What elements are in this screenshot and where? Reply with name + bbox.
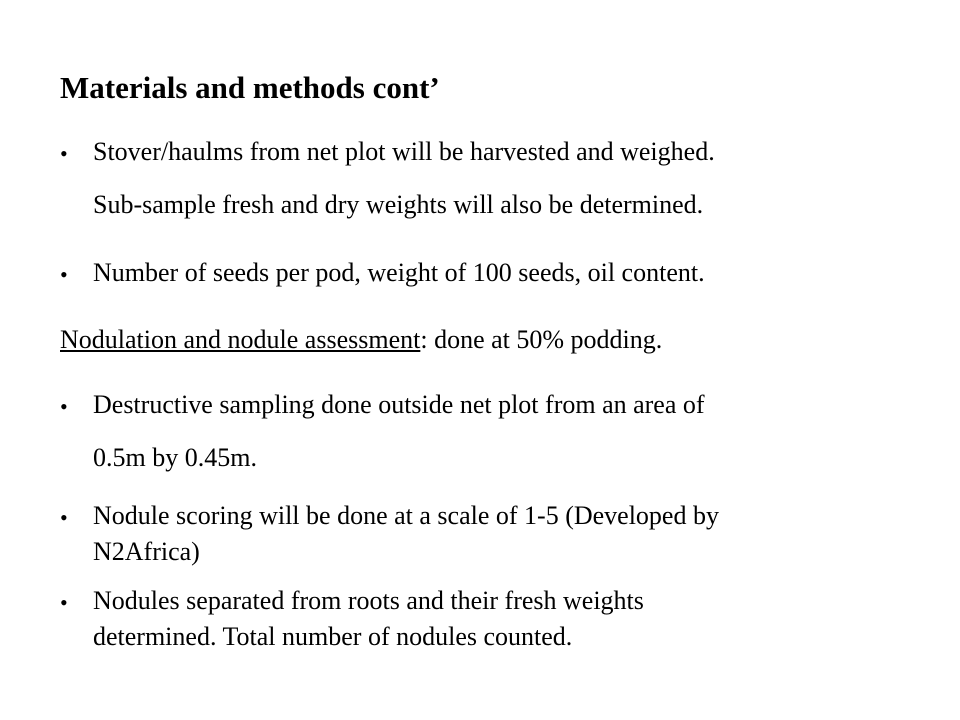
bullet-scoring xyxy=(60,501,930,567)
bullet-line: determined. Total number of nodules counted. xyxy=(93,622,573,651)
bullet-line: Destructive sampling done outside net plot from an area of xyxy=(93,390,705,419)
bullet-stover xyxy=(60,137,930,220)
bullet-icon: • xyxy=(60,394,68,419)
bullet-icon: • xyxy=(60,590,68,615)
bullet-line: 0.5m by 0.45m. xyxy=(93,443,257,472)
bullet-icon: • xyxy=(60,141,68,166)
bullet-nodules xyxy=(60,586,930,652)
nodulation-line xyxy=(60,325,662,355)
bullet-line: Number of seeds per pod, weight of 100 seeds, oil content. xyxy=(93,258,705,287)
bullet-icon: • xyxy=(60,505,68,530)
bullet-destructive xyxy=(60,390,930,473)
bullet-icon: • xyxy=(60,262,68,287)
nodulation-text: : done at 50% podding. xyxy=(420,325,663,354)
bullet-seeds xyxy=(60,258,930,288)
slide-title: Materials and methods cont’ xyxy=(60,70,440,105)
bullet-line: Stover/haulms from net plot will be harvested and weighed. xyxy=(93,137,715,166)
nodulation-heading: Nodulation and nodule assessment xyxy=(60,325,421,354)
bullet-line: Nodules separated from roots and their fresh weights xyxy=(93,586,644,615)
bullet-line: Nodule scoring will be done at a scale of 1-5 (Developed by xyxy=(93,501,719,530)
bullet-line: Sub-sample fresh and dry weights will also be determined. xyxy=(93,190,704,219)
bullet-line: N2Africa) xyxy=(93,537,200,566)
